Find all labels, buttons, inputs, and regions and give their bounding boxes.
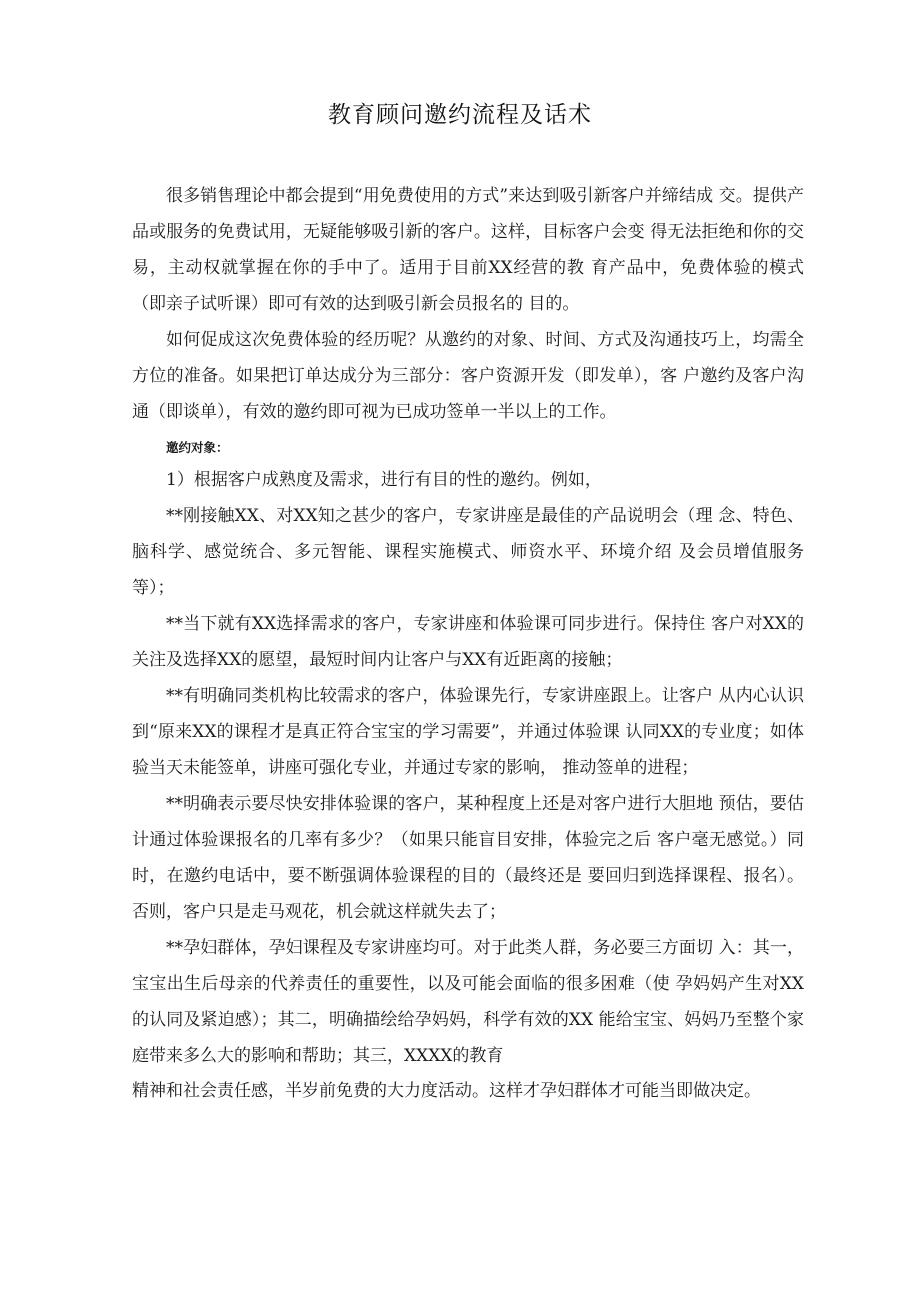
list-item: **当下就有XX选择需求的客户，专家讲座和体验课可同步进行。保持住 客户对XX的关注及选择XX的愿望，最短时间内让客户与XX有近距离的接触； bbox=[132, 614, 804, 670]
list-item: **有明确同类机构比较需求的客户，体验课先行，专家讲座跟上。让客户 从内心认识到“原来XX的课程才是真正符合宝宝的学习需要”，并通过体验课 认同XX的专业度；如体验当天未能签单，讲座可强化专业，并通过专家的影响， 推动签单的进程； bbox=[132, 686, 804, 778]
intro-paragraph-1: 很多销售理论中都会提到“用免费使用的方式”来达到吸引新客户并缔结成 交。提供产品或服务的免费试用，无疑能够吸引新的客户。这样，目标客户会变 得无法拒绝和你的交易，主动权就掌握在你的手中了。适用于目前XX经营的教 育产品中，免费体验的模式（即亲子试听课）即可有效的达到吸引新会员报名的 目的。 bbox=[132, 186, 804, 314]
list-item: **孕妇群体，孕妇课程及专家讲座均可。对于此类人群，务必要三方面切 入：其一，宝宝出生后母亲的代养责任的重要性，以及可能会面临的很多困难（使 孕妈妈产生对XX的认同及紧迫感）；其二，明确描绘给孕妈妈，科学有效的XX 能给宝宝、妈妈乃至整个家庭带来多么大的影响和帮助；其三，XXXX的教育 bbox=[132, 938, 804, 1066]
list-item: **明确表示要尽快安排体验课的客户，某种程度上还是对客户进行大胆地 预估，要估计通过体验课报名的几率有多少？（如果只能盲目安排，体验完之后 客户毫无感觉。）同时，在邀约电话中，要不断强调体验课程的目的（最终还是 要回归到选择课程、报名）。否则，客户只是走马观花，机会就这样就失去了； bbox=[132, 794, 804, 922]
list-item: **刚接触XX、对XX知之甚少的客户，专家讲座是最佳的产品说明会（理 念、特色、脑科学、感觉统合、多元智能、课程实施模式、师资水平、环境介绍 及会员增值服务等）； bbox=[132, 506, 804, 598]
intro-paragraph-2: 如何促成这次免费体验的经历呢？从邀约的对象、时间、方式及沟通技巧上，均需全方位的准备。如果把订单达成分为三部分：客户资源开发（即发单），客 户邀约及客户沟通（即谈单），有效的邀约即可视为已成功签单一半以上的工作。 bbox=[132, 330, 804, 422]
document-title: 教育顾问邀约流程及话术 bbox=[328, 102, 592, 128]
closing-paragraph: 精神和社会责任感，半岁前免费的大力度活动。这样才孕妇群体才可能当即做决定。 bbox=[132, 1081, 761, 1101]
document-body bbox=[132, 178, 804, 1108]
list-item: 1）根据客户成熟度及需求，进行有目的性的邀约。例如， bbox=[166, 470, 602, 490]
section-heading-invite-targets: 邀约对象： bbox=[166, 440, 229, 455]
